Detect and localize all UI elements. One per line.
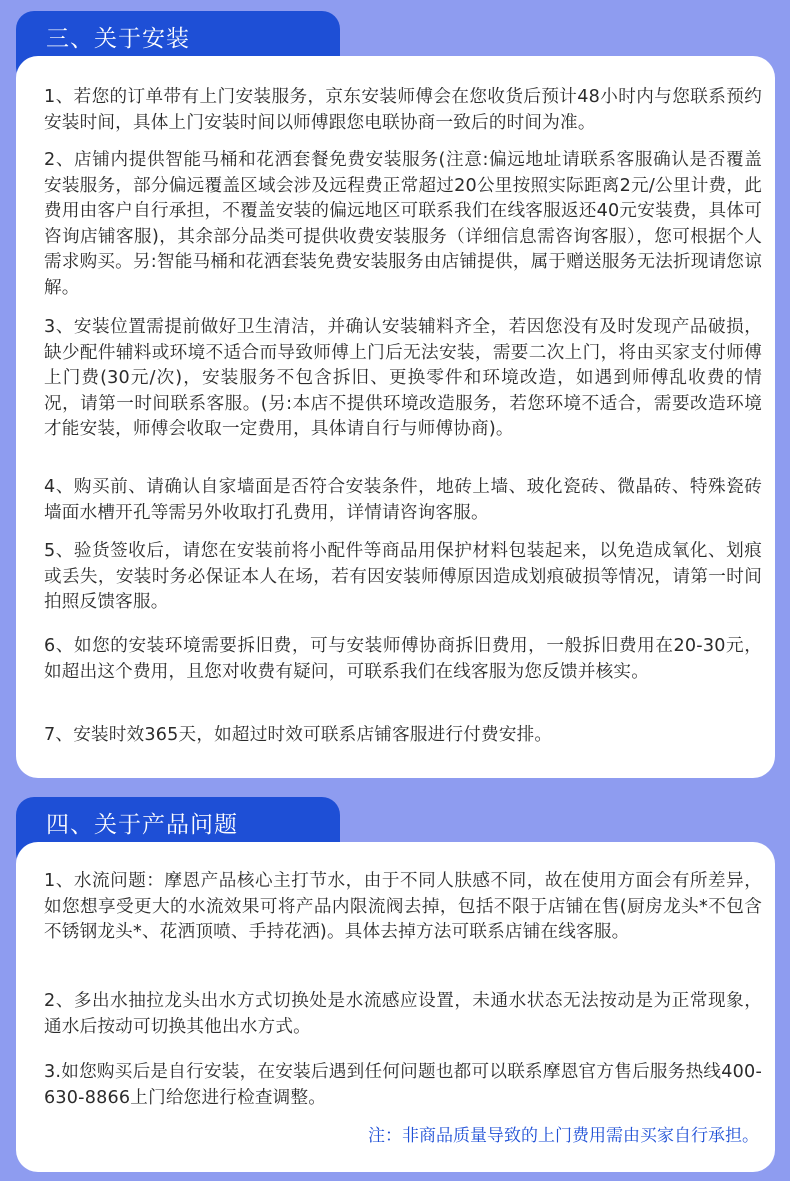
section-product-issues-card [16,842,775,1172]
section-installation-card [16,56,775,778]
installation-item-4: 4、购买前、请确认自家墙面是否符合安装条件，地砖上墙、玻化瓷砖、微晶砖、特殊瓷砖墙面水槽开孔等需另外收取打孔费用，详情请咨询客服。 [44,477,762,523]
section-installation [0,11,790,779]
product-issue-item-1: 1、水流问题：摩恩产品核心主打节水，由于不同人肤感不同，故在使用方面会有所差异，如您想享受更大的水流效果可将产品内限流阀去掉，包括不限于店铺在售(厨房龙头*不包含不锈钢龙头*、花洒顶喷、手持花洒)。具体去掉方法可联系店铺在线客服。 [44,871,762,943]
installation-item-2: 2、店铺内提供智能马桶和花洒套餐免费安装服务(注意:偏远地址请联系客服确认是否覆盖安装服务，部分偏远覆盖区域会涉及远程费正常超过20公里按照实际距离2元/公里计费，此费用由客户自行承担，不覆盖安装的偏远地区可联系我们在线客服返还40元安装费，具体可咨询店铺客服)，其余部分品类可提供收费安装服务（详细信息需咨询客服），您可根据个人需求购买。另:智能马桶和花洒套装免费安装服务由店铺提供，属于赠送服务无法折现请您谅解。 [44,150,762,298]
section-product-issues [0,797,790,1172]
section-installation-title: 三、关于安装 [46,26,190,52]
section-product-issues-title: 四、关于产品问题 [46,812,238,838]
product-issue-item-3: 3.如您购买后是自行安装，在安装后遇到任何问题也都可以联系摩恩官方售后服务热线400-630-8866上门给您进行检查调整。 [44,1062,762,1108]
installation-item-6: 6、如您的安装环境需要拆旧费，可与安装师傅协商拆旧费用，一般拆旧费用在20-30元，如超出这个费用，且您对收费有疑问，可联系我们在线客服为您反馈并核实。 [44,636,762,682]
installation-item-5: 5、验货签收后，请您在安装前将小配件等商品用保护材料包装起来，以免造成氧化、划痕或丢失，安装时务必保证本人在场，若有因安装师傅原因造成划痕破损等情况，请第一时间拍照反馈客服。 [44,541,762,613]
disclaimer-note: 注：非商品质量导致的上门费用需由买家自行承担。 [368,1126,759,1146]
installation-item-3: 3、安装位置需提前做好卫生清洁，并确认安装辅料齐全，若因您没有及时发现产品破损，缺少配件辅料或环境不适合而导致师傅上门后无法安装，需要二次上门，将由买家支付师傅上门费(30元/次)，安装服务不包含拆旧、更换零件和环境改造，如遇到师傅乱收费的情况，请第一时间联系客服。(另:本店不提供环境改造服务，若您环境不适合，需要改造环境才能安装，师傅会收取一定费用，具体请自行与师傅协商)。 [44,317,762,440]
product-issue-item-2: 2、多出水抽拉龙头出水方式切换处是水流感应设置，未通水状态无法按动是为正常现象，通水后按动可切换其他出水方式。 [44,991,762,1037]
installation-item-7: 7、安装时效365天，如超过时效可联系店铺客服进行付费安排。 [44,725,553,745]
installation-item-1: 1、若您的订单带有上门安装服务，京东安装师傅会在您收货后预计48小时内与您联系预约安装时间，具体上门安装时间以师傅跟您电联协商一致后的时间为准。 [44,87,762,133]
